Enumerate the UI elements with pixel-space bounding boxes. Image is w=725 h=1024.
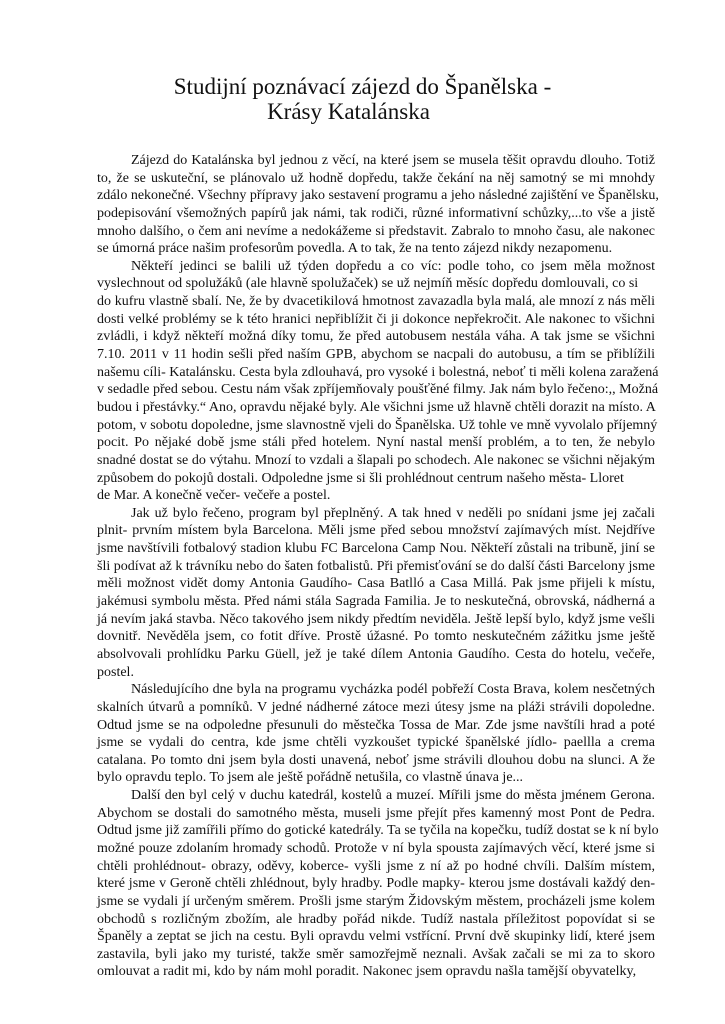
text-line: šli podívat až k trávníku nebo do šaten fotbalistů. Při přemisťování se do další části Barcelony jsme — [97, 558, 655, 574]
text-line: chtěli prohlédnout- obrazy, oděvy, koberce- vyšli jsme z ní až po hodné chvíli. Dalším místem, — [97, 858, 655, 874]
text-line: vyslechnout od spolužáků (ale hlavně spolužaček) se už nejmíň měsíc dopředu domlouvali, co si — [97, 276, 639, 292]
text-line: jsme navštívili fotbalový stadion klubu FC Barcelona Camp Nou. Někteří zůstali na tribuně, jiní se — [97, 541, 655, 557]
title-line-2: Krásy Katalánska — [267, 99, 430, 124]
text-line: zdálo nekonečné. Všechny přípravy jako sestavení programu a jeho následné zajištění ve Španělsku, — [97, 188, 659, 204]
text-line: podepisování všemožných papírů jak námi, tak rodiči, různé informativní schůzky,...to vše a jistě — [97, 205, 655, 221]
text-line: skalních útvarů a pomníků. V jedné nádherné zátoce mezi útesy jsme na pláži strávili dopoledne. — [97, 699, 655, 715]
text-line: bylo opravdu teplo. To jsem ale ještě pořádně netušila, co vlastně únava je... — [97, 770, 524, 786]
title-line-1: Studijní poznávací zájezd do Španělska - — [173, 74, 552, 99]
text-line: jsme se vydali do centra, kde jsme chtěli vyzkoušet typické španělské jídlo- paellla a crema — [97, 735, 655, 751]
text-line: našemu cíli- Katalánsku. Cesta byla zdlouhavá, pro vysoké i bolestná, neboť ti měli kolena zaražená — [97, 364, 659, 380]
text-line: jakémusi symbolu města. Před námi stála Sagrada Familia. Je to neskutečná, obrovská, nádherná a — [97, 594, 655, 610]
text-line: to, že se uskuteční, se plánovalo už hodně dopředu, takže čekání na něj samotný se mi mnohdy — [97, 170, 655, 186]
text-line: Následujícího dne byla na programu vycházka podél pobřeží Costa Brava, kolem nesčetných — [131, 682, 655, 698]
text-line: Abychom se dostali do samotného města, museli jsme přejít přes kamenný most Pont de Pedra. — [97, 805, 655, 821]
text-line: catalana. Po tomto dni jsem byla dosti unavená, neboť jsme strávili dlouhou dobu na slunci. A že — [97, 752, 655, 768]
text-line: Jak už bylo řečeno, program byl přeplněný. A tak hned v neděli po snídani jsme jej začali — [131, 505, 655, 521]
text-line: Zájezd do Katalánska byl jednou z věcí, na které jsem se musela těšit opravdu dlouho. Totiž — [131, 153, 655, 168]
text-line: absolvovali prohlídku Parku Güell, jež je také dílem Antonia Gaudího. Cesta do hotelu, večeře, — [97, 646, 655, 662]
text-line: měli možnost vidět domy Antonia Gaudího- Casa Batlló a Casa Millá. Pak jsme přijeli k místu, — [97, 576, 655, 592]
text-line: možné pouze zdolaním hromady schodů. Protože v ní byla spousta zajímavých věcí, které jsme si — [97, 840, 655, 856]
paragraph — [97, 681, 655, 787]
text-line: Španěly a zeptat se jich na cestu. Byli opravdu velmi vstřícní. První dvě skupinky lidí, které jsem — [97, 929, 655, 945]
text-line: de Mar. A konečně večer- večeře a postel. — [97, 488, 331, 504]
text-line: které jsme v Geroně chtěli zhlédnout, byly hradby. Podle mapky- kterou jsme dostávali každý den- — [97, 876, 655, 892]
paragraph — [97, 505, 655, 681]
text-line: obchodů s rozličným zbožím, ale hradby pořád nikde. Tudíž nastala příležitost popovídat si se — [97, 911, 655, 927]
text-line: snadné dostat se do výtahu. Mnozí to vzdali a šlapali po schodech. Ale nakonec se všichni nějakým — [97, 452, 655, 468]
text-line: dosti velké problémy se k této hranici nepřiblížit či ji dokonce nepřekročit. Ale nakonec to všichni — [97, 311, 655, 327]
text-line: zvládli, i když někteří možná díky tomu, že před autobusem nestála váha. A tak jsme se všichni — [97, 329, 655, 345]
text-line: v sedadle před sebou. Cestu nám však zpříjemňovaly poušťěné filmy. Jak nám bylo řečeno:,, Možná — [97, 382, 659, 398]
text-line: do kufru vlastně sbalí. Ne, že by dvacetikilová hmotnost zavazadla byla malá, ale mnozí z nás měli — [97, 294, 655, 310]
text-line: 7.10. 2011 v 11 hodin sešli před naším GPB, abychom se nacpali do autobusu, a tím se přiblížili — [97, 347, 655, 363]
text-line: jsme se vydali jí určeným směrem. Prošli jsme starým Židovským městem, procházeli jsme kolem — [97, 893, 655, 909]
text-line: postel. — [97, 664, 134, 680]
text-line: omlouvat a radit mi, kdo by nám mohl poradit. Nakonec jsem opravdu našla tamější obyvatelky, — [97, 964, 637, 980]
text-line: potom, v sobotu dopoledne, jsme slavnostně vjeli do Španělska. Už tohle ve mně vyvolalo příjemný — [97, 417, 658, 433]
text-line: dovnitř. Nevěděla jsem, co fotit dříve. Prostě úžasné. Po tomto neskutečném zážitku jsme ještě — [97, 629, 655, 645]
text-line: zastavila, byli jako my turisté, takže směr samozřejmě neznali. Avšak začali se mi za to skoro — [97, 946, 655, 962]
text-line: Odtud jsme se na odpoledne přesunuli do městečka Tossa de Mar. Zde jsme navštíli hrad a poté — [97, 717, 655, 733]
text-line: způsobem do pokojů dostali. Odpoledne jsme si šli prohlédnout centrum našeho města- Lloret — [97, 470, 624, 486]
text-line: se úmorná práce našim profesorům povedla. A to tak, že na tento zájezd nikdy nezapomenu. — [97, 241, 613, 257]
document-title — [0, 74, 725, 124]
text-line: Další den byl celý v duchu katedrál, kostelů a muzeí. Mířili jsme do města jménem Gerona. — [131, 788, 655, 804]
text-line: Někteří jedinci se balili už týden dopředu a co víc: podle toho, co jsem měla možnost — [131, 258, 655, 274]
text-line: Odtud jsme již zamířili přímo do gotické katedrály. Ta se tyčila na kopečku, tudíž dostat se k ní bylo — [97, 823, 659, 839]
text-line: budou i přestávky.“ Ano, opravdu nějaké byly. Ale všichni jsme už hlavně chtěli dorazit na místo. A — [97, 399, 656, 415]
text-line: pocit. Po nějaké době jsme stáli před hotelem. Nyní nastal menší problém, a to ten, že nebylo — [97, 435, 655, 451]
paragraph — [97, 787, 659, 981]
text-line: plnit- prvním místem byla Barcelona. Měli jsme před sebou množství zajímavých míst. Nejdříve — [97, 523, 655, 539]
text-line: mnoho dalšího, o čem ani nevíme a nedokážeme si představit. Zabralo to mnoho času, ale nakonec — [97, 223, 655, 239]
paragraph — [97, 152, 659, 258]
document-body — [97, 152, 659, 981]
paragraph — [97, 258, 659, 505]
text-line: já nevím jaká stavba. Něco takového jsem nikdy předtím neviděla. Ještě lepší bylo, když jsme vešli — [97, 611, 655, 627]
